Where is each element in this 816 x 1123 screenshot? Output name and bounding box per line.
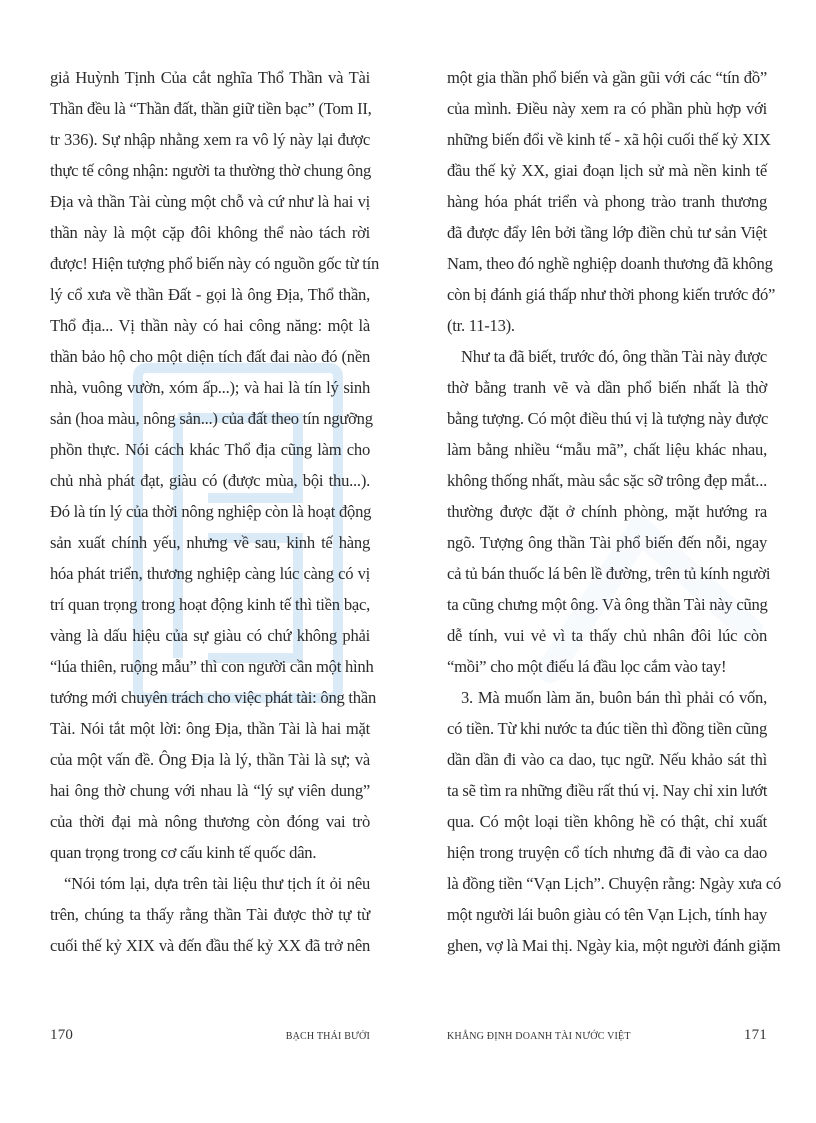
text-line: Đó là tín lý của thời nông nghiệp còn là hoạt động [50,502,372,521]
text-line: “mồi” cho một điếu lá đầu lọc cắm vào tay! [447,657,727,676]
left-page-footer [50,1027,370,1050]
text-line: 3. Mà muốn làm ăn, buôn bán thì phải có vốn, [461,688,767,707]
text-line: đầu thế kỷ XX, giai đoạn lịch sử mà nền kinh tế [447,161,767,180]
text-line: “lúa thiên, ruộng mẫu” thì con người cần một hình [50,657,374,676]
text-line: ghen, vợ là Mai thị. Ngày kia, một người đánh giặm [447,936,781,955]
text-line: ngõ. Tượng ông thần Tài phổ biến đến nỗi, ngay [447,533,767,552]
text-line: Như ta đã biết, trước đó, ông thần Tài này được [461,347,767,366]
text-line: Địa và thần Tài cùng một chỗ và cứ như là hai vị [50,192,370,211]
text-line: là đồng tiền “Vạn Lịch”. Chuyện rằng: Ngày xưa có [447,874,782,893]
text-line: dần dần đi vào ca dao, tục ngữ. Nếu khảo sát thì [447,750,767,769]
text-line: trí quan trọng trong hoạt động kinh tế thì tiền bạc, [50,595,370,614]
text-line: của thời đại mà nông thương còn đóng vai trò [50,812,370,831]
text-line: thường được đặt ở chính phòng, mặt hướng ra [447,502,767,521]
text-line: phồn thực. Nói cách khác Thổ địa cũng làm cho [50,440,370,459]
text-line: hàng hóa phát triển và phong trào tranh thương [447,192,767,211]
page-number: 170 [50,1027,74,1043]
running-head: KHẲNG ĐỊNH DOANH TÀI NƯỚC VIỆT [447,1031,631,1042]
right-page [447,62,782,961]
text-line: không thống nhất, màu sắc sặc sỡ trông đẹp mắt... [447,471,767,490]
text-line: (tr. 11-13). [447,316,515,335]
text-line: chủ nhà phát đạt, giàu có (được mùa, bội thu...). [50,471,370,490]
text-line: ta sẽ tìm ra những điều rất thú vị. Nay chỉ xin lướt [447,781,768,800]
text-line: còn bị đánh giá thấp như thời phong kiến trước đó” [447,285,776,304]
text-line: tướng mới chuyên trách cho việc phát tài: ông thần [50,688,377,707]
text-line: một người lái buôn giàu có tên Vạn Lịch, tính hay [447,905,767,924]
text-line: thần này là một cặp đôi không thể nào tách rời [50,223,370,242]
text-line: vàng là dấu hiệu của sự giàu có chứ không phải [50,626,370,645]
text-line: lý cổ xưa về thần Đất - gọi là ông Địa, Thổ thần, [50,285,370,304]
text-line: đã được đẩy lên bởi tầng lớp điền chủ tư sản Việt [447,223,767,242]
text-line: cả tủ bán thuốc lá bên lề đường, trên tủ kính người [447,564,771,583]
text-line: sản xuất chính yếu, nhưng về sau, kinh tế hàng [50,533,370,552]
text-line: những biến đổi về kinh tế - xã hội cuối thế kỷ XIX [447,130,771,149]
text-line: hiện trong truyện cổ tích nhưng đã đi vào ca dao [447,843,767,862]
text-line: ta cũng chưng một ông. Và ông thần Tài này cũng [447,595,768,614]
text-line: Thần đều là “Thần đất, thần giữ tiền bạc” (Tom II, [50,99,372,118]
left-page [50,62,380,961]
text-line: tr 336). Sự nhập nhằng xem ra vô lý này lại được [50,130,370,149]
running-head: BẠCH THÁI BƯỞI [285,1031,370,1042]
text-line: “Nói tóm lại, dựa trên tài liệu thư tịch ít ỏi nêu [64,874,370,893]
text-line: làm bằng nhiều “mẫu mã”, chất liệu khác nhau, [447,440,767,459]
text-line: qua. Có một loại tiền không hề có thật, chỉ xuất [447,812,767,831]
text-line: hóa phát triển, thương nghiệp càng lúc càng có vị [50,564,370,583]
text-line: hai ông thờ chung với nhau là “lý sự viên dung” [50,781,370,800]
text-line: giả Huỳnh Tịnh Của cắt nghĩa Thổ Thần và Tài [50,68,370,87]
text-line: thực tế công nhận: người ta thường thờ chung ông [50,161,372,180]
text-line: một gia thần phổ biến và gần gũi với các “tín đồ” [447,68,767,87]
right-page-footer [447,1027,767,1050]
text-line: sản (hoa màu, nông sản...) của đất theo tín ngưỡng [50,409,373,428]
text-line: của một vấn đề. Ông Địa là lý, thần Tài là sự; và [50,750,370,769]
text-line: quan trọng trong cơ cấu kinh tế quốc dân. [50,843,317,862]
text-line: Thổ địa... Vị thần này có hai công năng: một là [50,316,370,335]
page-number: 171 [743,1027,767,1043]
text-line: nhà, vuông vườn, xóm ấp...); và hai là tín lý sinh [50,378,370,397]
text-line: của mình. Điều này xem ra có phần phù hợp với [447,99,767,118]
text-line: cuối thế kỷ XIX và đến đầu thế kỷ XX đã trở nên [50,936,370,955]
text-line: được! Hiện tượng phổ biến này có nguồn gốc từ tín [50,254,380,273]
text-line: có tiền. Từ khi nước ta đúc tiền thì đồng tiền cũng [447,719,767,738]
text-line: bằng tượng. Có một điều thú vị là tượng này được [447,409,769,428]
text-line: Tài. Nói tắt một lời: ông Địa, thần Tài là hai mặt [50,719,370,738]
text-line: Nam, theo đó nghề nghiệp doanh thương đã không [447,254,773,273]
text-line: thần bảo hộ cho một diện tích đất đai nào đó (nền [50,347,370,366]
text-line: trên, chúng ta thấy rằng thần Tài được thờ tự từ [50,905,370,924]
text-line: thờ bằng tranh vẽ và dần phổ biến nhất là thờ [447,378,767,397]
text-line: dễ tính, vui vẻ vì ta thấy chủ nhân đôi lúc còn [447,626,767,645]
